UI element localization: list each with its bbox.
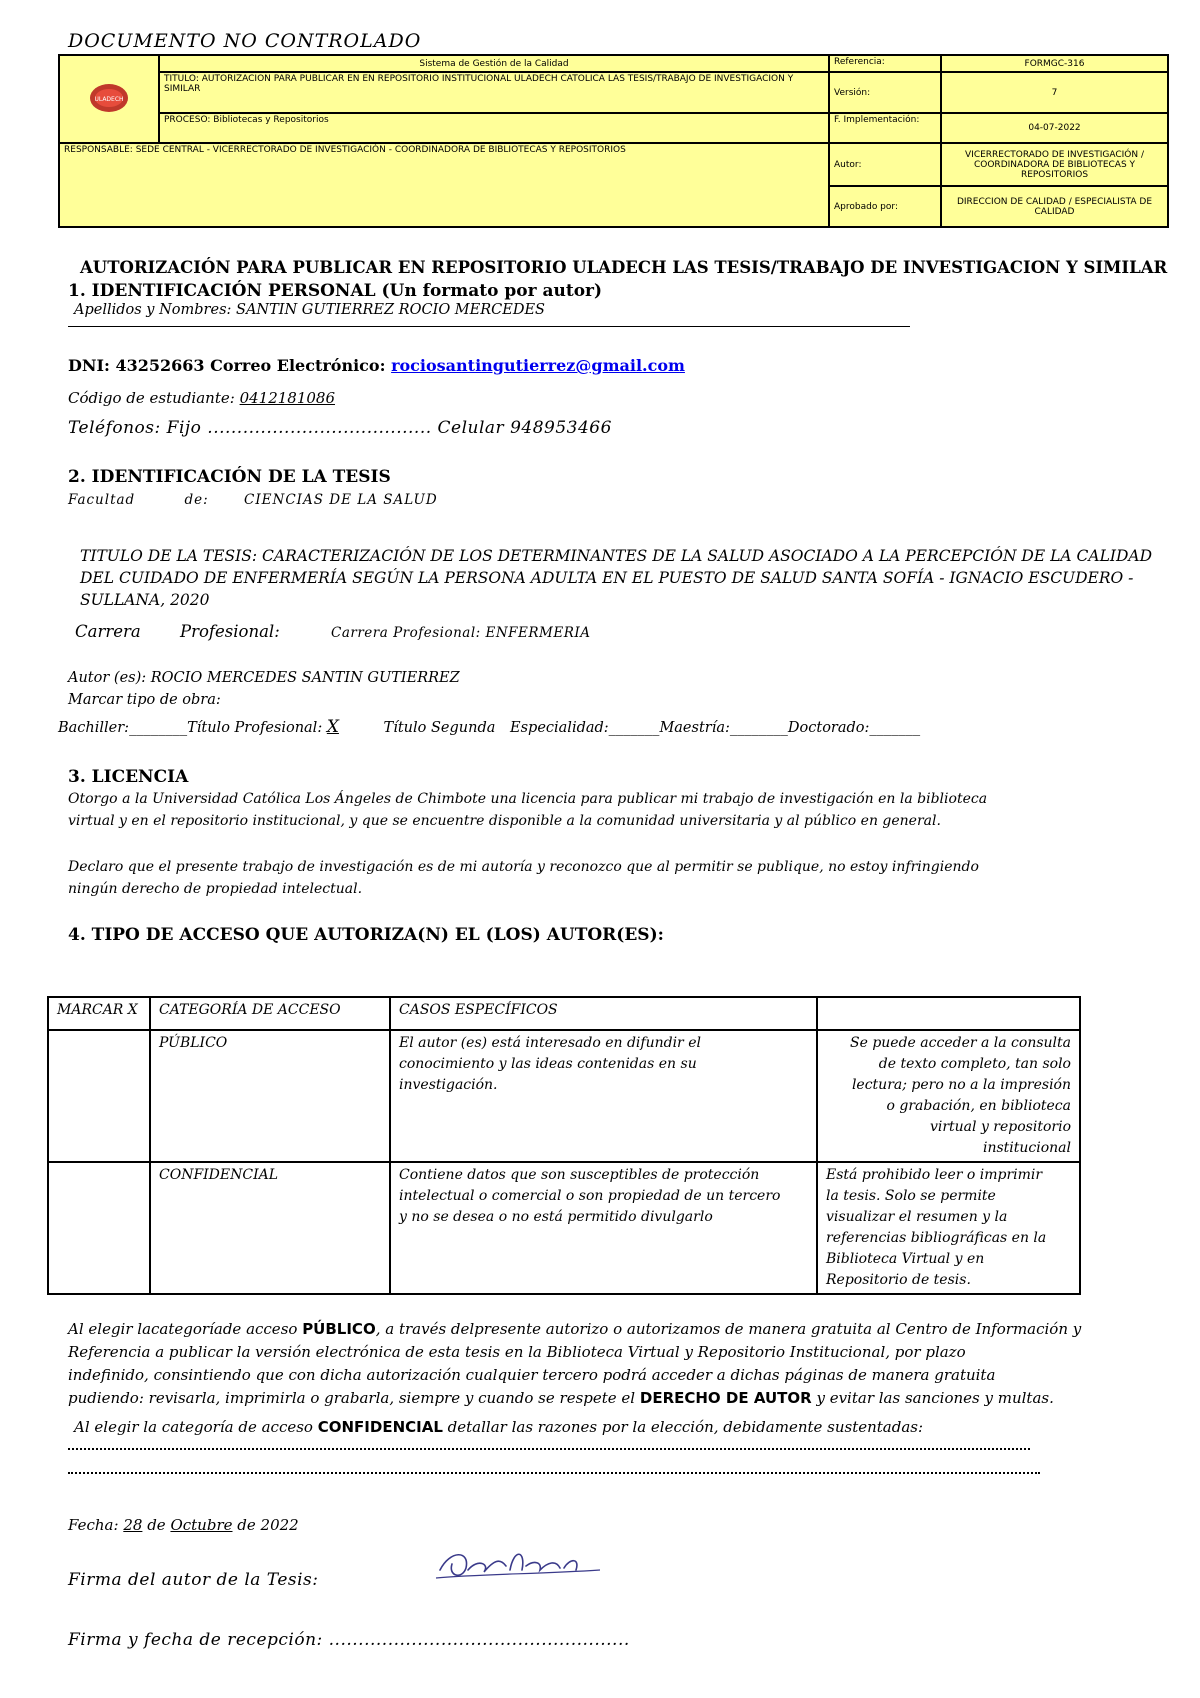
license-spacer (68, 832, 987, 856)
public-keyword: PÚBLICO (302, 1320, 376, 1338)
note-line: Repositorio de tesis. (826, 1272, 971, 1288)
phones-row: Teléfonos: Fijo ...................................... Celular 948953466 (68, 418, 612, 438)
public-text: Referencia a publicar la versión electrónica de esta tesis en la Biblioteca Virtual y Repositorio Institucional, por plazo (68, 1343, 966, 1361)
reception-signature-label: Firma y fecha de recepción: ................................................... (68, 1630, 630, 1650)
thesis-title-line: TITULO DE LA TESIS: CARACTERIZACIÓN DE LOS DETERMINANTES DE LA SALUD ASOCIADO A LA PERCEPCIÓN DE LA CALIDAD (80, 547, 1153, 565)
reference-value: FORMGC-316 (941, 55, 1168, 72)
public-text: y evitar las sanciones y multas. (811, 1389, 1054, 1407)
notes-public (817, 1030, 1080, 1162)
note-line: Biblioteca Virtual y en (826, 1251, 985, 1267)
note-line: lectura; pero no a la impresión (851, 1077, 1071, 1093)
date-month: Octubre (170, 1516, 233, 1534)
especialidad-option[interactable]: Especialidad:_______ (510, 720, 660, 736)
section-3-heading: 3. LICENCIA (68, 767, 189, 787)
authors-row: Autor (es): ROCIO MERCEDES SANTIN GUTIERREZ (68, 670, 460, 686)
author-signature (430, 1540, 610, 1590)
version-label: Versión: (829, 72, 941, 113)
header-notes (817, 997, 1080, 1030)
document-title: TITULO: AUTORIZACION PARA PUBLICAR EN EN REPOSITORIO INSTITUCIONAL ULADECH CATOLICA LAS TESIS/TRABAJO DE INVESTIGACION Y SIMILAR (159, 72, 829, 113)
note-line: la tesis. Solo se permite (826, 1188, 996, 1204)
note-line: visualizar el resumen y la (826, 1209, 1008, 1225)
header-mark: MARCAR X (48, 997, 150, 1030)
implementation-date-value: 04-07-2022 (941, 113, 1168, 143)
signature-label: Firma del autor de la Tesis: (68, 1570, 319, 1590)
mark-type-label: Marcar tipo de obra: (68, 692, 221, 708)
public-text: , a través delpresente autorizo o autorizamos de manera gratuita al Centro de Información y (375, 1320, 1082, 1338)
version-value: 7 (941, 72, 1168, 113)
table-row (48, 1162, 1080, 1294)
access-type-table (47, 996, 1081, 1295)
career-label-2: Profesional: (179, 622, 280, 641)
titulo-profesional-option[interactable]: Título Profesional: (187, 720, 323, 736)
author-value: VICERRECTORADO DE INVESTIGACIÓN / COORDINADORA DE BIBLIOTECAS Y REPOSITORIOS (941, 143, 1168, 186)
case-line: y no se desea o no está permitido divulgarlo (399, 1209, 713, 1225)
date-day: 28 (123, 1516, 143, 1534)
career-row (75, 622, 591, 641)
career-label: Carrera (75, 622, 141, 641)
case-line: Contiene datos que son susceptibles de protección (399, 1167, 760, 1183)
note-line: virtual y repositorio (929, 1119, 1071, 1135)
category-public: PÚBLICO (150, 1030, 390, 1162)
note-line: o grabación, en biblioteca (886, 1098, 1071, 1114)
cases-public (390, 1030, 817, 1162)
doctorado-option[interactable]: Doctorado:_______ (787, 720, 921, 736)
confidential-text: detallar las razones por la elección, debidamente sustentadas: (442, 1418, 924, 1436)
full-name: Apellidos y Nombres: SANTIN GUTIERREZ ROCIO MERCEDES (74, 302, 545, 318)
uladech-logo-icon (85, 80, 133, 116)
faculty-row (68, 492, 438, 508)
dni-label: DNI: 43252663 Correo Electrónico: (68, 356, 386, 375)
reasons-line-1[interactable] (68, 1448, 1030, 1450)
faculty-value: CIENCIAS DE LA SALUD (243, 492, 438, 508)
case-line: investigación. (399, 1077, 498, 1093)
reasons-line-2[interactable] (68, 1472, 1040, 1474)
author-label: Autor: (829, 143, 941, 186)
segunda-option[interactable]: Título Segunda (383, 720, 496, 736)
process-name: PROCESO: Bibliotecas y Repositorios (159, 113, 829, 143)
public-text: pudiendo: revisarla, imprimirla o grabarla, siempre y cuando se respete el (68, 1389, 640, 1407)
main-title: AUTORIZACIÓN PARA PUBLICAR EN REPOSITORIO ULADECH LAS TESIS/TRABAJO DE INVESTIGACION Y SIMILAR (80, 258, 1168, 277)
name-underline (68, 326, 910, 327)
date-label: Fecha: (68, 1516, 119, 1534)
thesis-title-line: SULLANA, 2020 (80, 591, 210, 609)
date-de: de (147, 1516, 166, 1534)
student-code-label: Código de estudiante: (68, 389, 235, 407)
dni-email-row (68, 356, 685, 375)
date-row (68, 1516, 299, 1534)
confidential-keyword: CONFIDENCIAL (317, 1418, 443, 1436)
approved-by-label: Aprobado por: (829, 186, 941, 227)
public-access-paragraph (68, 1318, 1130, 1410)
case-line: El autor (es) está interesado en difundir el (399, 1035, 701, 1051)
document-status-label: DOCUMENTO NO CONTROLADO (68, 30, 422, 52)
student-code-value: 0412181086 (239, 389, 335, 407)
license-line: Declaro que el presente trabajo de investigación es de mi autoría y reconozco que al permitir se publique, no estoy infringiendo (68, 859, 979, 875)
note-line: referencias bibliográficas en la (826, 1230, 1047, 1246)
case-line: intelectual o comercial o son propiedad de un tercero (399, 1188, 781, 1204)
license-text (68, 788, 987, 900)
license-line: Otorgo a la Universidad Católica Los Ángeles de Chimbote una licencia para publicar mi trabajo de investigación en la biblioteca (68, 791, 988, 807)
maestria-option[interactable]: Maestría:________ (659, 720, 788, 736)
public-text: indefinido, consintiendo que con dicha autorización cualquier tercero podrá acceder a dichas páginas de manera gratuita (68, 1366, 996, 1384)
approved-by-value: DIRECCION DE CALIDAD / ESPECIALISTA DE CALIDAD (941, 186, 1168, 227)
category-confidential: CONFIDENCIAL (150, 1162, 390, 1294)
mark-cell-confidential[interactable] (48, 1162, 150, 1294)
thesis-title-line: DEL CUIDADO DE ENFERMERÍA SEGÚN LA PERSONA ADULTA EN EL PUESTO DE SALUD SANTA SOFÍA - IGNACIO ESCUDERO - (80, 569, 1134, 587)
license-line: ningún derecho de propiedad intelectual. (68, 881, 363, 897)
faculty-de: de: (184, 492, 209, 508)
section-4-heading: 4. TIPO DE ACCESO QUE AUTORIZA(N) EL (LOS) AUTOR(ES): (68, 925, 664, 945)
section-1-heading: 1. IDENTIFICACIÓN PERSONAL (Un formato por autor) (68, 281, 603, 301)
bachiller-option[interactable]: Bachiller:________ (58, 720, 188, 736)
case-line: conocimiento y las ideas contenidas en su (399, 1056, 697, 1072)
thesis-title (80, 545, 1152, 611)
copyright-keyword: DERECHO DE AUTOR (639, 1389, 812, 1407)
section-2-heading: 2. IDENTIFICACIÓN DE LA TESIS (68, 467, 391, 487)
student-code-row (68, 389, 335, 407)
public-text: Al elegir lacategoríade acceso (68, 1320, 303, 1338)
note-line: Está prohibido leer o imprimir (826, 1167, 1043, 1183)
svg-text:ULADECH: ULADECH (94, 95, 124, 103)
work-type-row (58, 717, 920, 737)
notes-confidential (817, 1162, 1080, 1294)
confidential-text: Al elegir la categoría de acceso (74, 1418, 318, 1436)
header-category: CATEGORÍA DE ACCESO (150, 997, 390, 1030)
career-value: Carrera Profesional: ENFERMERIA (331, 625, 591, 641)
system-name: Sistema de Gestión de la Calidad (159, 55, 829, 72)
header-control-table (58, 54, 1169, 228)
responsible-unit: RESPONSABLE: SEDE CENTRAL - VICERRECTORADO DE INVESTIGACIÓN - COORDINADORA DE BIBLIOTECAS Y REPOSITORIOS (59, 143, 829, 227)
faculty-label: Facultad (68, 492, 136, 508)
cases-confidential (390, 1162, 817, 1294)
header-cases: CASOS ESPECÍFICOS (390, 997, 817, 1030)
implementation-date-label: F. Implementación: (829, 113, 941, 143)
date-year: de 2022 (237, 1516, 299, 1534)
titulo-profesional-mark: X (326, 717, 339, 737)
reference-label: Referencia: (829, 55, 941, 72)
logo-cell (59, 55, 159, 143)
table-row (48, 1030, 1080, 1162)
note-line: de texto completo, tan solo (878, 1056, 1071, 1072)
email-link[interactable]: rociosantingutierrez@gmail.com (391, 356, 685, 375)
confidential-access-paragraph (74, 1416, 923, 1439)
license-line: virtual y en el repositorio institucional, y que se encuentre disponible a la comunidad universitaria y al público en general. (68, 813, 941, 829)
note-line: Se puede acceder a la consulta (850, 1035, 1071, 1051)
mark-cell-public[interactable] (48, 1030, 150, 1162)
note-line: institucional (982, 1140, 1071, 1156)
